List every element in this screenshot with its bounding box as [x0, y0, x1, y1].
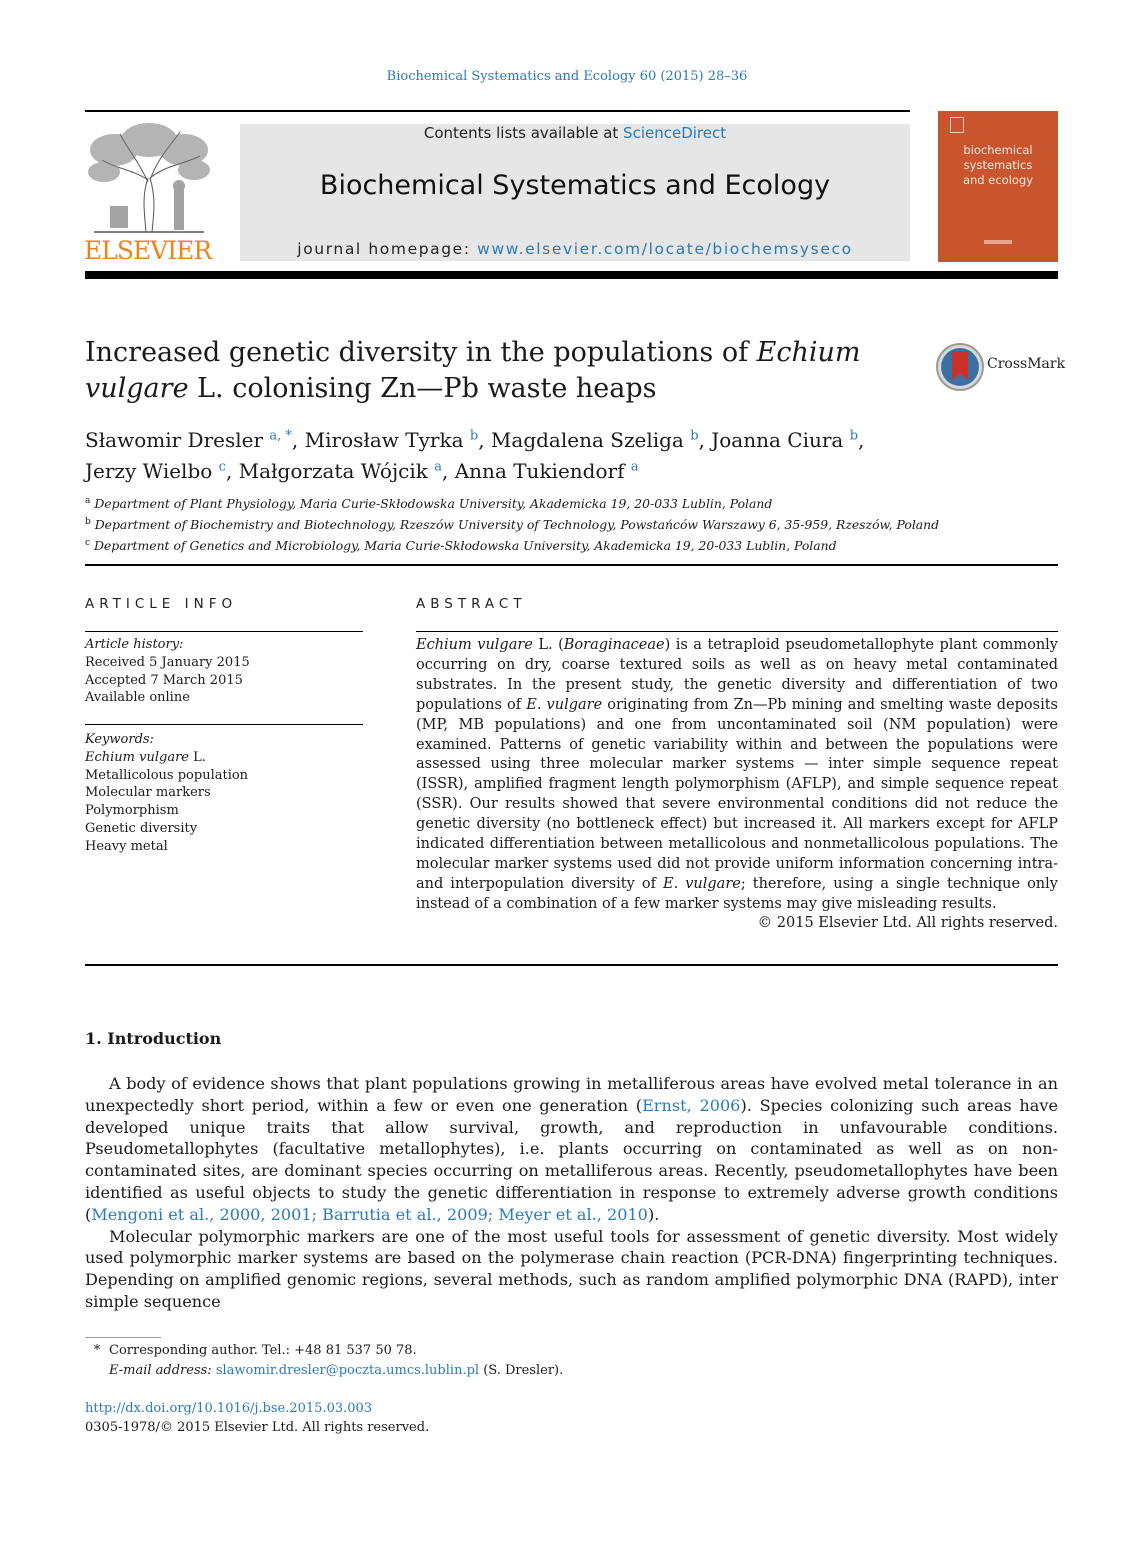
author-name: Jerzy Wielbo	[85, 459, 213, 484]
article-info-rule	[85, 631, 363, 632]
author-affil-sup[interactable]: c	[218, 459, 226, 475]
corresponding-text: Corresponding author. Tel.: +48 81 537 50 78.	[109, 1343, 417, 1358]
author-name: Anna Tukiendorf	[454, 459, 625, 484]
homepage-line	[240, 240, 910, 258]
homepage-link[interactable]: www.elsevier.com/locate/biochemsyseco	[477, 240, 853, 258]
author[interactable]	[455, 459, 639, 483]
author[interactable]	[85, 428, 305, 452]
footnote	[85, 1341, 985, 1381]
keyword-item: Molecular markers	[85, 785, 211, 801]
title-species: Echium vulgare	[85, 337, 861, 404]
author-name: Joanna Ciura	[711, 427, 844, 452]
crossmark-label: CrossMark	[987, 356, 1066, 372]
journal-name: Biochemical Systematics and Ecology	[319, 170, 831, 201]
keyword-item: Metallicolous population	[85, 767, 249, 783]
article-title	[85, 335, 905, 407]
article-info-heading: ARTICLE INFO	[85, 596, 238, 612]
keywords	[85, 731, 375, 856]
contents-prefix: Contents lists available at	[423, 124, 624, 142]
affiliation-text: Department of Biochemistry and Biotechnology, Rzeszów University of Technology, Powstańców Warszawy 6, 35-959, Rzeszów, Poland	[94, 517, 940, 533]
email-label: E-mail address:	[109, 1363, 212, 1378]
history-accepted: Accepted 7 March 2015	[85, 672, 243, 688]
crossmark-badge[interactable]	[935, 342, 1066, 392]
affiliation-key: b	[85, 517, 91, 528]
introduction-heading: 1. Introduction	[85, 1029, 222, 1048]
cover-title-line: and ecology	[962, 173, 1034, 187]
author-affil-sup[interactable]: a	[434, 459, 443, 475]
footnote-star: *	[93, 1343, 101, 1358]
abstract-span: ) is a tetraploid pseudometallophyte plant commonly occurring on dry, coarse textured soils as well as on heavy metal contaminated substrates. In the present study, the genetic diversity and differentiation of two populations of	[416, 637, 1058, 713]
elsevier-tree-icon	[84, 120, 214, 238]
abstract-span: ; therefore, using a single technique only instead of a combination of a few marker systems may give misleading results.	[416, 875, 1058, 912]
abstract-span: L. (	[532, 637, 564, 653]
history-received: Received 5 January 2015	[85, 654, 250, 670]
reference-link[interactable]: Mengoni et al., 2000, 2001; Barrutia et al., 2009; Meyer et al., 2010	[91, 1204, 648, 1224]
abstract-species: E. vulgare	[526, 696, 603, 713]
history-label: Article history:	[85, 637, 184, 652]
author[interactable]	[305, 428, 491, 452]
author-affil-sup[interactable]: b	[690, 428, 699, 443]
abstract-rule	[416, 631, 1058, 632]
journal-cover-thumbnail[interactable]	[938, 111, 1058, 262]
author-affil-sup[interactable]: b	[469, 428, 479, 443]
author-name: Sławomir Dresler	[85, 427, 264, 452]
affiliation-key: a	[85, 496, 91, 506]
elsevier-wordmark: ELSEVIER	[84, 236, 212, 265]
author-sep: ,	[291, 427, 305, 452]
author-sep: ,	[225, 459, 239, 484]
abstract-span: originating from Zn—Pb mining and smelting waste deposits (MP, MB populations) and one from uncontaminated soil (NM population) were examined. Patterns of genetic variability within and between the populations were assessed using three molecular marker systems — inter simple sequence repeat (ISSR), amplified fragment length polymorphism (AFLP), and simple sequence repeat (SSR). Our results showed that severe environmental conditions did not reduce the genetic diversity (no bottleneck effect) but increased it. All markers except for AFLP indicated differentiation between metallicolous and nonmetallicolous populations. The molecular marker systems used did not provide uniform information concerning intra- and interpopulation diversity of	[416, 696, 1058, 892]
affiliation-item	[85, 513, 1045, 534]
introduction-body	[85, 1073, 1058, 1313]
cover-title	[938, 143, 1058, 188]
footnote-rule	[85, 1337, 161, 1338]
paragraph: Molecular polymorphic markers are one of the most useful tools for assessment of genetic diversity. Most widely used polymorphic marker systems are based on the polymerase chain reaction (PCR-DNA) fingerprinting techniques. Depending on amplified genomic regions, several methods, such as random amplified polymorphic DNA (RAPD), inter simple sequence	[85, 1226, 1058, 1311]
cover-logo-icon	[950, 117, 964, 133]
author[interactable]	[711, 428, 864, 452]
reference-link[interactable]: Ernst, 2006	[642, 1095, 741, 1115]
paragraph	[85, 1073, 1058, 1226]
author-sep: ,	[478, 427, 491, 452]
author-list	[85, 422, 1045, 485]
email-suffix: (S. Dresler).	[479, 1363, 564, 1378]
author[interactable]	[491, 428, 711, 452]
keyword-species: Echium vulgare	[85, 749, 189, 765]
article-history	[85, 636, 375, 707]
doi-link[interactable]: http://dx.doi.org/10.1016/j.bse.2015.03.003	[85, 1401, 373, 1416]
history-available: Available online	[85, 690, 190, 706]
keyword-suffix: L.	[189, 749, 206, 765]
author-sep: ,	[858, 427, 865, 452]
crossmark-icon	[935, 342, 985, 392]
journal-citation[interactable]: Biochemical Systematics and Ecology 60 (2015) 28–36	[386, 69, 748, 84]
author-affil-sup[interactable]: a, *	[269, 428, 292, 443]
article-info-rule	[85, 724, 363, 725]
author-name: Mirosław Tyrka	[304, 427, 464, 452]
abstract-text	[416, 636, 1058, 915]
keywords-label: Keywords:	[85, 732, 154, 747]
abstract-copyright: © 2015 Elsevier Ltd. All rights reserved.	[757, 915, 1058, 931]
title-text: L. colonising Zn—Pb waste heaps	[188, 373, 657, 404]
doi-block	[85, 1399, 985, 1437]
sciencedirect-link[interactable]: ScienceDirect	[623, 124, 727, 142]
paragraph-span: ).	[647, 1204, 660, 1224]
cover-title-line: systematics	[963, 158, 1033, 172]
homepage-prefix: journal homepage:	[297, 240, 478, 258]
cover-title-line: biochemical	[963, 143, 1033, 157]
affiliation-text: Department of Genetics and Microbiology, Maria Curie-Skłodowska University, Akademicka 19, 20-033 Lublin, Poland	[94, 538, 837, 554]
header-top-rule	[85, 110, 910, 112]
abstract-species: E. vulgare	[663, 875, 741, 892]
section-rule	[85, 564, 1058, 566]
affiliation-key: c	[85, 538, 91, 549]
abstract-heading: ABSTRACT	[416, 596, 527, 612]
cover-publisher-mark	[984, 240, 1012, 244]
author[interactable]	[239, 459, 455, 483]
author-sep: ,	[442, 459, 455, 484]
affiliation-item	[85, 492, 1045, 513]
issn-line: 0305-1978/© 2015 Elsevier Ltd. All rights reserved.	[85, 1420, 430, 1435]
abstract-family: Boraginaceae	[563, 637, 665, 653]
contents-line	[240, 124, 910, 142]
author-affil-sup[interactable]: a	[630, 459, 639, 475]
paragraph-span: ). Species colonizing such areas have developed unique traits that allow survival, growth, and reproduction in unfavourable conditions. Pseudometallophytes (facultative metallophytes), i.e. plants occurring on contaminated as well as on non-contaminated sites, are dominant species occurring on metalliferous areas. Recently, pseudometallophytes have been identified as useful objects to study the genetic differentiation in response to extremely adverse growth conditions (	[85, 1095, 1058, 1224]
header-thick-rule	[85, 271, 1058, 279]
keyword-item	[85, 749, 375, 767]
author-sep: ,	[698, 427, 712, 452]
keyword-item: Polymorphism	[85, 803, 179, 819]
section-rule	[85, 964, 1058, 966]
author-name: Magdalena Szeliga	[490, 427, 684, 452]
affiliations	[85, 492, 1045, 555]
abstract-species: Echium vulgare	[416, 637, 533, 653]
paragraph-span: A body of evidence shows that plant populations growing in metalliferous areas have evolved metal tolerance in an unexpectedly short period, within a few or even one generation (	[85, 1074, 1058, 1115]
author-name: Małgorzata Wójcik	[238, 459, 428, 484]
keyword-item: Genetic diversity	[85, 820, 198, 836]
affiliation-item	[85, 534, 1045, 555]
email-note	[85, 1361, 985, 1381]
keyword-item: Heavy metal	[85, 838, 168, 854]
title-text: Increased genetic diversity in the populations of	[85, 337, 757, 368]
email-link[interactable]: slawomir.dresler@poczta.umcs.lublin.pl	[215, 1363, 480, 1378]
author[interactable]	[85, 459, 239, 483]
elsevier-logo	[84, 120, 214, 265]
author-affil-sup[interactable]: b	[849, 428, 859, 443]
affiliation-text: Department of Plant Physiology, Maria Curie-Skłodowska University, Akademicka 19, 20-033 Lublin, Poland	[94, 496, 773, 512]
corresponding-author-note	[85, 1341, 985, 1361]
